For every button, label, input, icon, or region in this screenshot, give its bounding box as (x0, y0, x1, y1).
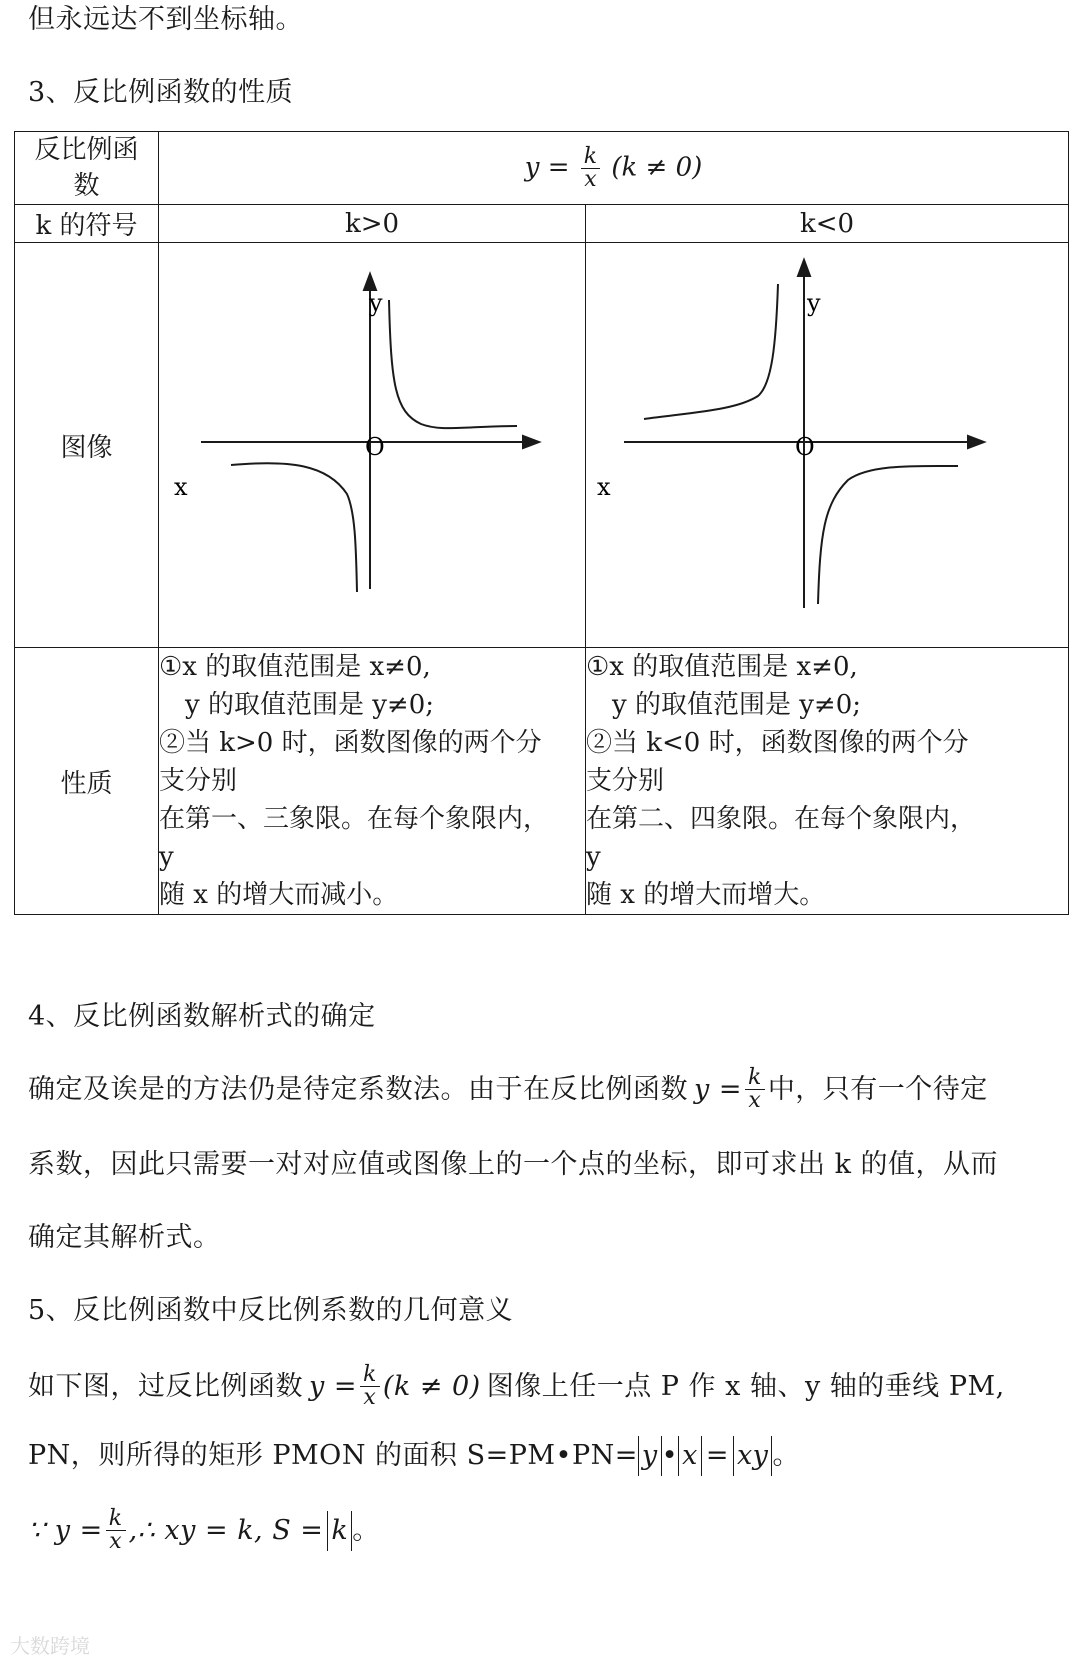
curve-branch-q3 (231, 463, 357, 592)
curve-branch-q4 (818, 465, 958, 603)
section5-line2: PN，则所得的矩形 PMON 的面积 S=PM•PN= y • x = xy 。 (28, 1436, 800, 1476)
table-row-function (15, 132, 1069, 205)
prop-line: 在第一、三象限。在每个象限内， (159, 804, 550, 834)
y-axis-label: y (807, 288, 821, 317)
abs-y: y (638, 1436, 662, 1476)
table-row-sign (15, 205, 1069, 243)
curve-branch-q2 (644, 284, 778, 419)
formula-fraction: $\frac{k}{x}$ (360, 1364, 380, 1409)
table-row-properties (15, 648, 1069, 915)
sign-negative: k<0 (586, 205, 1069, 243)
abs-x: x (678, 1436, 702, 1476)
prop-line: ①x 的取值范围是 x≠0, (159, 652, 431, 682)
prop-line: ①x 的取值范围是 x≠0, (586, 652, 858, 682)
section4-para-line1: 确定及诶是的方法仍是待定系数法。由于在反比例函数 y = $\frac{k}{x}$ 中，只有一个待定 (28, 1065, 988, 1113)
y-axis-label: y (369, 288, 383, 317)
abs-k: k (327, 1511, 352, 1551)
prop-line: 在第二、四象限。在每个象限内， (586, 804, 977, 834)
x-axis-label: x (597, 472, 611, 501)
x-axis-label: x (174, 472, 188, 501)
section5-title: 5、反比例函数中反比例系数的几何意义 (28, 1295, 514, 1326)
prop-line: 随 x 的增大而减小。 (159, 880, 399, 910)
formula-fraction: $\frac{k}{x}$ (745, 1067, 765, 1112)
intro-line: 但永远达不到坐标轴。 (28, 4, 303, 35)
formula-condition: (k ≠ 0) (611, 152, 703, 182)
prop-line: ②当 k>0 时，函数图像的两个分 (159, 728, 542, 758)
properties-table (14, 131, 1069, 915)
sign-positive: k>0 (159, 205, 586, 243)
section5-line1: 如下图，过反比例函数 y = $\frac{k}{x}$ (k ≠ 0) 图像上任一点 P 作 x 轴、y 轴的垂线 PM, (28, 1362, 1005, 1410)
properties-negative (586, 648, 1069, 915)
prop-line: 支分别 (586, 766, 665, 796)
formula-fraction: $\frac{k}{x}$ (581, 146, 600, 191)
section4-para-line3: 确定其解析式。 (28, 1222, 221, 1253)
section4-title: 4、反比例函数解析式的确定 (28, 1001, 376, 1032)
row-label-properties: 性质 (15, 648, 159, 915)
graph-negative-cell (586, 243, 1069, 648)
prop-line: y 的取值范围是 y≠0; (185, 690, 434, 720)
formula-fraction: $\frac{k}{x}$ (106, 1508, 126, 1553)
prop-line: y 的取值范围是 y≠0; (612, 690, 861, 720)
row-label-graph: 图像 (15, 243, 159, 648)
x-axis-arrow (523, 436, 539, 448)
prop-line: 随 x 的增大而增大。 (586, 880, 826, 910)
prop-line: y (159, 842, 174, 872)
graph-negative-k (586, 244, 1069, 647)
x-axis-arrow (968, 436, 984, 448)
table-row-graph (15, 243, 1069, 648)
formula-lhs: y = (524, 152, 570, 182)
section4-para-line2: 系数，因此只需要一对对应值或图像上的一个点的坐标，即可求出 k 的值，从而 (28, 1149, 999, 1180)
y-axis-arrow (364, 274, 376, 290)
row-label-sign: k 的符号 (15, 205, 159, 243)
watermark: 大数跨境 (10, 1634, 90, 1658)
properties-positive (159, 648, 586, 915)
section5-line3: ∵ y = $\frac{k}{x}$ ,∴ xy = k, S = k 。 (28, 1506, 380, 1554)
abs-xy: xy (733, 1436, 772, 1476)
row-label-function: 反比例函数 (15, 132, 159, 205)
graph-positive-cell (159, 243, 586, 648)
prop-line: y (586, 842, 601, 872)
graph-positive-k (159, 244, 586, 647)
function-formula-cell (159, 132, 1069, 205)
formula-lhs: y = (694, 1073, 742, 1105)
prop-line: 支分别 (159, 766, 238, 796)
prop-line: ②当 k<0 时，函数图像的两个分 (586, 728, 969, 758)
y-axis-arrow (798, 260, 810, 276)
formula-condition: (k ≠ 0) (382, 1370, 481, 1402)
curve-branch-q1 (389, 300, 517, 428)
formula-lhs: y = (309, 1370, 357, 1402)
section3-title: 3、反比例函数的性质 (28, 77, 294, 108)
origin-label: O (795, 432, 815, 461)
origin-label: O (365, 432, 385, 461)
